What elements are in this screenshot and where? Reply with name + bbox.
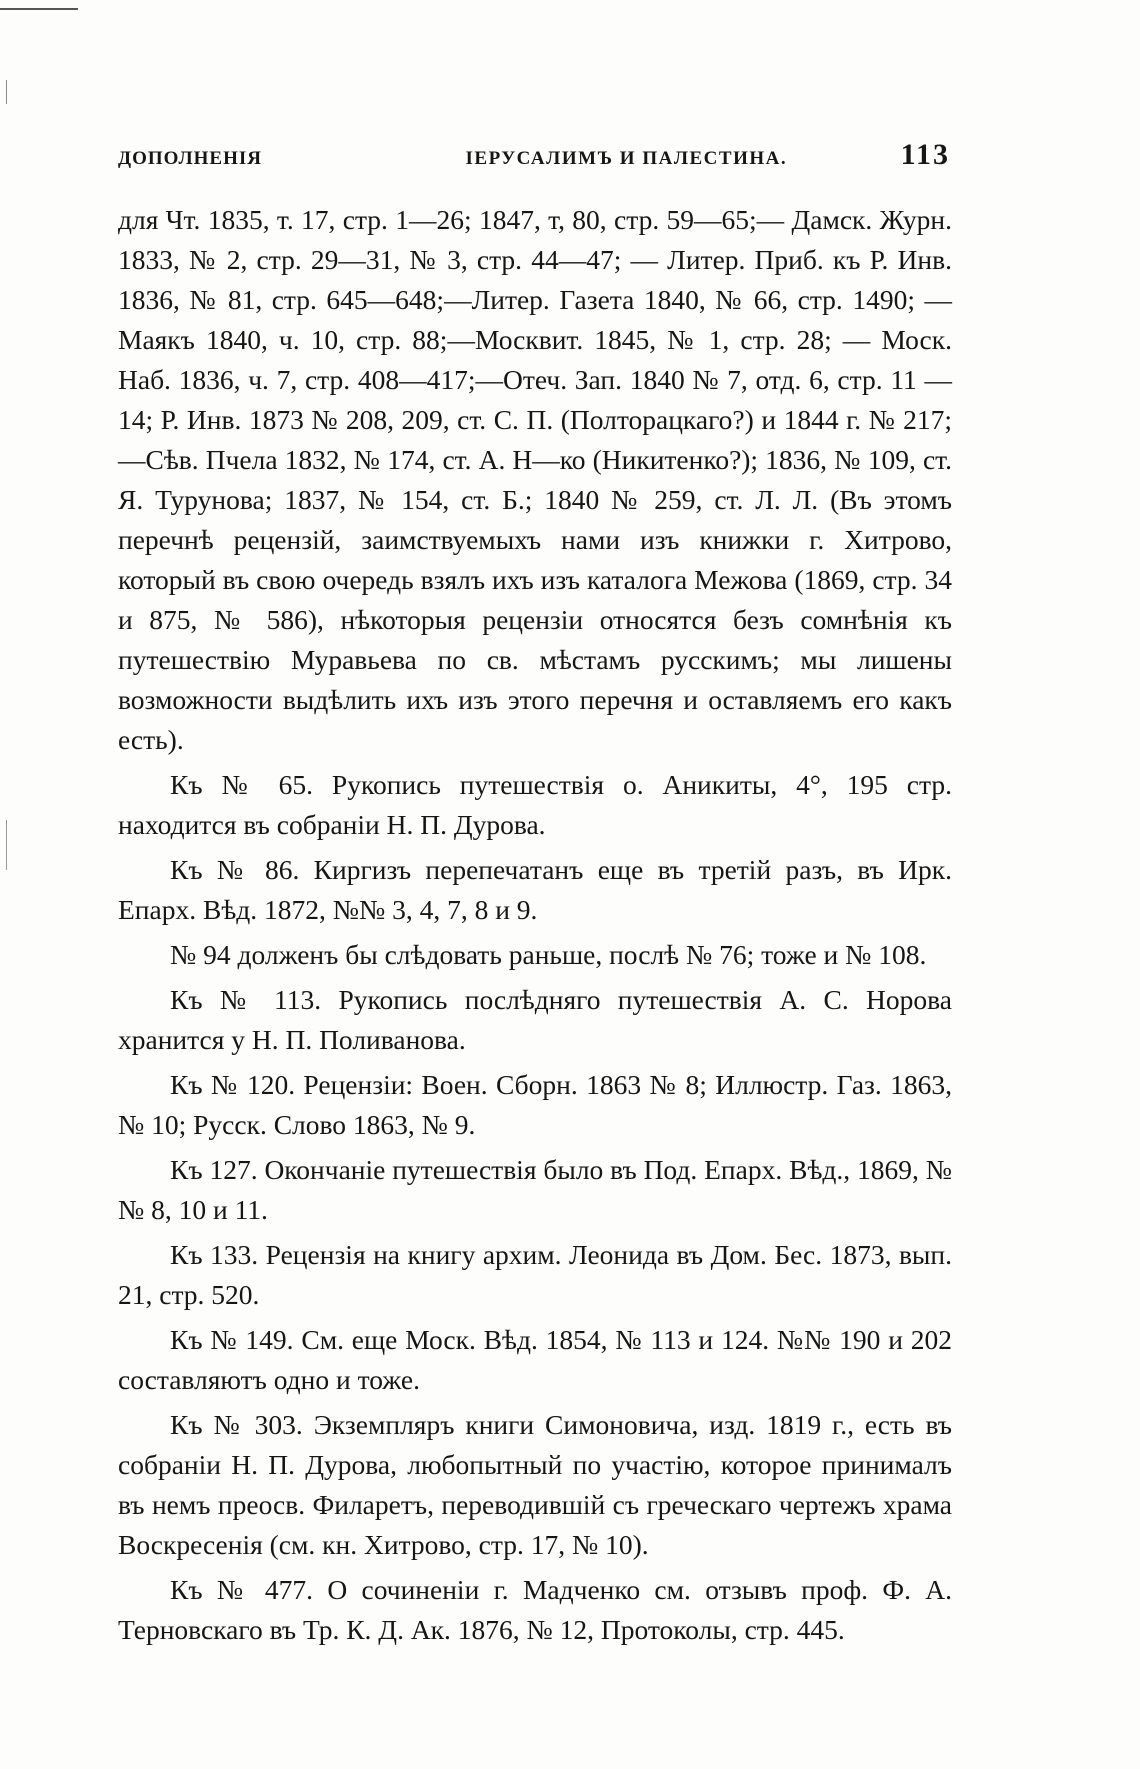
header-section: ДОПОЛНЕНІЯ bbox=[118, 148, 262, 169]
paragraph-note-94: № 94 долженъ бы слѣдовать раньше, послѣ № 76; тоже и № 108. bbox=[170, 939, 927, 970]
header-title: ІЕРУСАЛИМЪ И ПАЛЕСТИНА. bbox=[465, 148, 788, 169]
paragraph-note-113: Къ № 113. Рукопись послѣдняго путешествія А. С. Норова хранится у Н. П. Поливанова. bbox=[118, 984, 952, 1055]
scan-edge-mark bbox=[6, 80, 7, 104]
paragraph-note-86: Къ № 86. Киргизъ перепечатанъ еще въ третій разъ, въ Ирк. Епарх. Вѣд. 1872, №№ 3, 4, 7, 8 и 9. bbox=[118, 854, 952, 925]
paragraph-continuation: для Чт. 1835, т. 17, стр. 1—26; 1847, т, 80, стр. 59—65;— Дамск. Журн. 1833, № 2, стр. 29—31, № 3, стр. 44—47; — Литер. Приб. къ Р. Инв. 1836, № 81, стр. 645—648;—Литер. Газета 1840, № 66, стр. 1490; — Маякъ 1840, ч. 10, стр. 88;—Москвит. 1845, № 1, стр. 28; — Моск. Наб. 1836, ч. 7, стр. 408—417;—Отеч. Зап. 1840 № 7, отд. 6, стр. 11 — 14; Р. Инв. 1873 № 208, 209, ст. С. П. (Полторацкаго?) и 1844 г. № 217;—Сѣв. Пчела 1832, № 174, ст. А. Н—ко (Никитенко?); 1836, № 109, ст. Я. Турунова; 1837, № 154, ст. Б.; 1840 № 259, ст. Л. Л. (Въ этомъ перечнѣ рецензій, заимствуемыхъ нами изъ книжки г. Хитрово, который въ свою очередь взялъ ихъ изъ каталога Межова (1869, стр. 34 и 875, № 586), нѣкоторыя рецензіи относятся безъ сомнѣнія къ путешествію Муравьева по св. мѣстамъ русскимъ; мы лишены возможности выдѣлить ихъ изъ этого перечня и оставляемъ его какъ есть). bbox=[118, 204, 952, 755]
paragraph-note-65: Къ № 65. Рукопись путешествія о. Аникиты, 4°, 195 стр. находится въ собраніи Н. П. Дурова. bbox=[118, 769, 952, 840]
paragraph-note-127: Къ 127. Окончаніе путешествія было въ Под. Епарх. Вѣд., 1869, №№ 8, 10 и 11. bbox=[118, 1154, 952, 1225]
page-body bbox=[118, 200, 952, 1655]
paragraph-note-303: Къ № 303. Экземпляръ книги Симоновича, изд. 1819 г., есть въ собраніи Н. П. Дурова, любопытный по участію, которое принималъ въ немъ преосв. Филаретъ, переводившій съ греческаго чертежъ храма Воскресенія (см. кн. Хитрово, стр. 17, № 10). bbox=[118, 1409, 952, 1560]
paragraph-note-120: Къ № 120. Рецензіи: Воен. Сборн. 1863 № 8; Иллюстр. Газ. 1863, № 10; Русск. Слово 1863, № 9. bbox=[118, 1069, 952, 1140]
scan-edge-mark bbox=[0, 8, 78, 10]
paragraph-note-149: Къ № 149. См. еще Моск. Вѣд. 1854, № 113 и 124. №№ 190 и 202 составляютъ одно и тоже. bbox=[118, 1324, 952, 1395]
paragraph-note-133: Къ 133. Рецензія на книгу архим. Леонида въ Дом. Бес. 1873, вып. 21, стр. 520. bbox=[118, 1239, 952, 1310]
paragraph-note-477: Къ № 477. О сочиненіи г. Мадченко см. отзывъ проф. Ф. А. Терновскаго въ Тр. К. Д. Ак. 1876, № 12, Протоколы, стр. 445. bbox=[118, 1574, 952, 1645]
running-header bbox=[118, 138, 950, 172]
page-number: 113 bbox=[900, 138, 950, 171]
scan-edge-mark bbox=[6, 820, 7, 870]
